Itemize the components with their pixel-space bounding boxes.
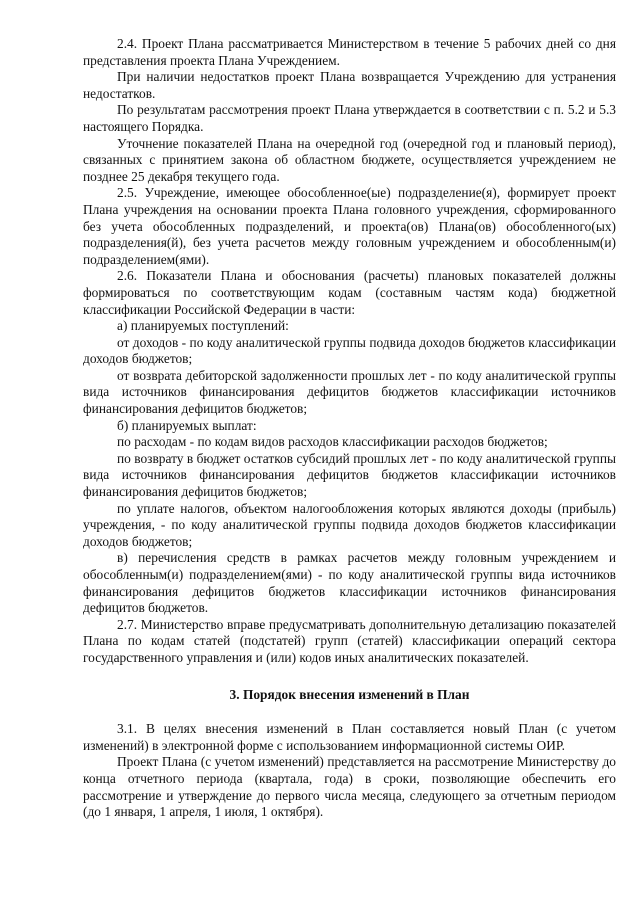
section-heading: 3. Порядок внесения изменений в План <box>229 686 470 702</box>
list-item-transfers: в) перечисления средств в рамках расчетов между головным учреждением и обособленным(и) подразделением(ями) - по коду аналитической группы вида источников финансирования дефицитов бюджетов классификации источников финансирования дефицитов бюджетов. <box>83 550 616 616</box>
list-item-expenses: по расходам - по кодам видов расходов классификации расходов бюджетов; <box>117 434 548 450</box>
paragraph-deficiencies-return: При наличии недостатков проект Плана возвращается Учреждению для устранения недостатков. <box>83 69 616 101</box>
paragraph-2-7: 2.7. Министерство вправе предусматривать дополнительную детализацию показателей Плана по кодам статей (подстатей) групп (статей) классификации операций сектора государственного управления и (или) кодов иных аналитических показателей. <box>83 616 616 665</box>
paragraph-2-5: 2.5. Учреждение, имеющее обособленное(ые) подразделение(я), формирует проект Плана учреждения на основании проекта Плана головного учреждения, сформированного без учета обособленных подразделений, и проекта(ов) Плана(ов) обособленного(ых) подразделения(й), без учета расчетов между головным учреждением и обособленным(и) подразделением(ями). <box>83 185 616 267</box>
document-body <box>83 36 616 821</box>
paragraph-clarification: Уточнение показателей Плана на очередной год (очередной год и плановый период), связанных с принятием закона об областном бюджете, осуществляется учреждением не позднее 25 декабря текущего года. <box>83 135 616 184</box>
paragraph-2-6: 2.6. Показатели Плана и обоснования (расчеты) плановых показателей должны формироваться по соответствующим кодам (составным частям кода) бюджетной классификации Российской Федерации в части: <box>83 268 616 317</box>
list-item-planned-receipts: а) планируемых поступлений: <box>117 318 289 334</box>
paragraph-2-4: 2.4. Проект Плана рассматривается Министерством в течение 5 рабочих дней со дня представления проекта Плана Учреждением. <box>83 36 616 68</box>
paragraph-3-1: 3.1. В целях внесения изменений в План составляется новый План (с учетом изменений) в электронной форме с использованием информационной системы ОИР. <box>83 721 616 753</box>
list-item-taxes: по уплате налогов, объектом налогообложения которых являются доходы (прибыль) учреждения, - по коду аналитической группы подвида доходов бюджетов классификации доходов бюджетов; <box>83 500 616 549</box>
paragraph-approval: По результатам рассмотрения проект Плана утверждается в соответствии с п. 5.2 и 5.3 настоящего Порядка. <box>83 102 616 134</box>
list-item-receivables-return: от возврата дебиторской задолженности прошлых лет - по коду аналитической группы вида источников финансирования дефицитов бюджетов классификации источников финансирования дефицитов бюджетов; <box>83 367 616 417</box>
paragraph-submission-deadline: Проект Плана (с учетом изменений) представляется на рассмотрение Министерству до конца отчетного периода (квартала, года) в сроки, позволяющие обеспечить его рассмотрение и утверждение до первого числа месяца, следующего за отчетным периодом (до 1 января, 1 апреля, 1 июля, 1 октября). <box>83 754 616 820</box>
list-item-income: от доходов - по коду аналитической группы подвида доходов бюджетов классификации доходов бюджетов; <box>83 334 616 367</box>
list-item-planned-payments: б) планируемых выплат: <box>117 417 257 433</box>
list-item-subsidy-return: по возврату в бюджет остатков субсидий прошлых лет - по коду аналитической группы вида источников финансирования дефицитов бюджетов классификации источников финансирования дефицитов бюджетов; <box>83 450 616 500</box>
